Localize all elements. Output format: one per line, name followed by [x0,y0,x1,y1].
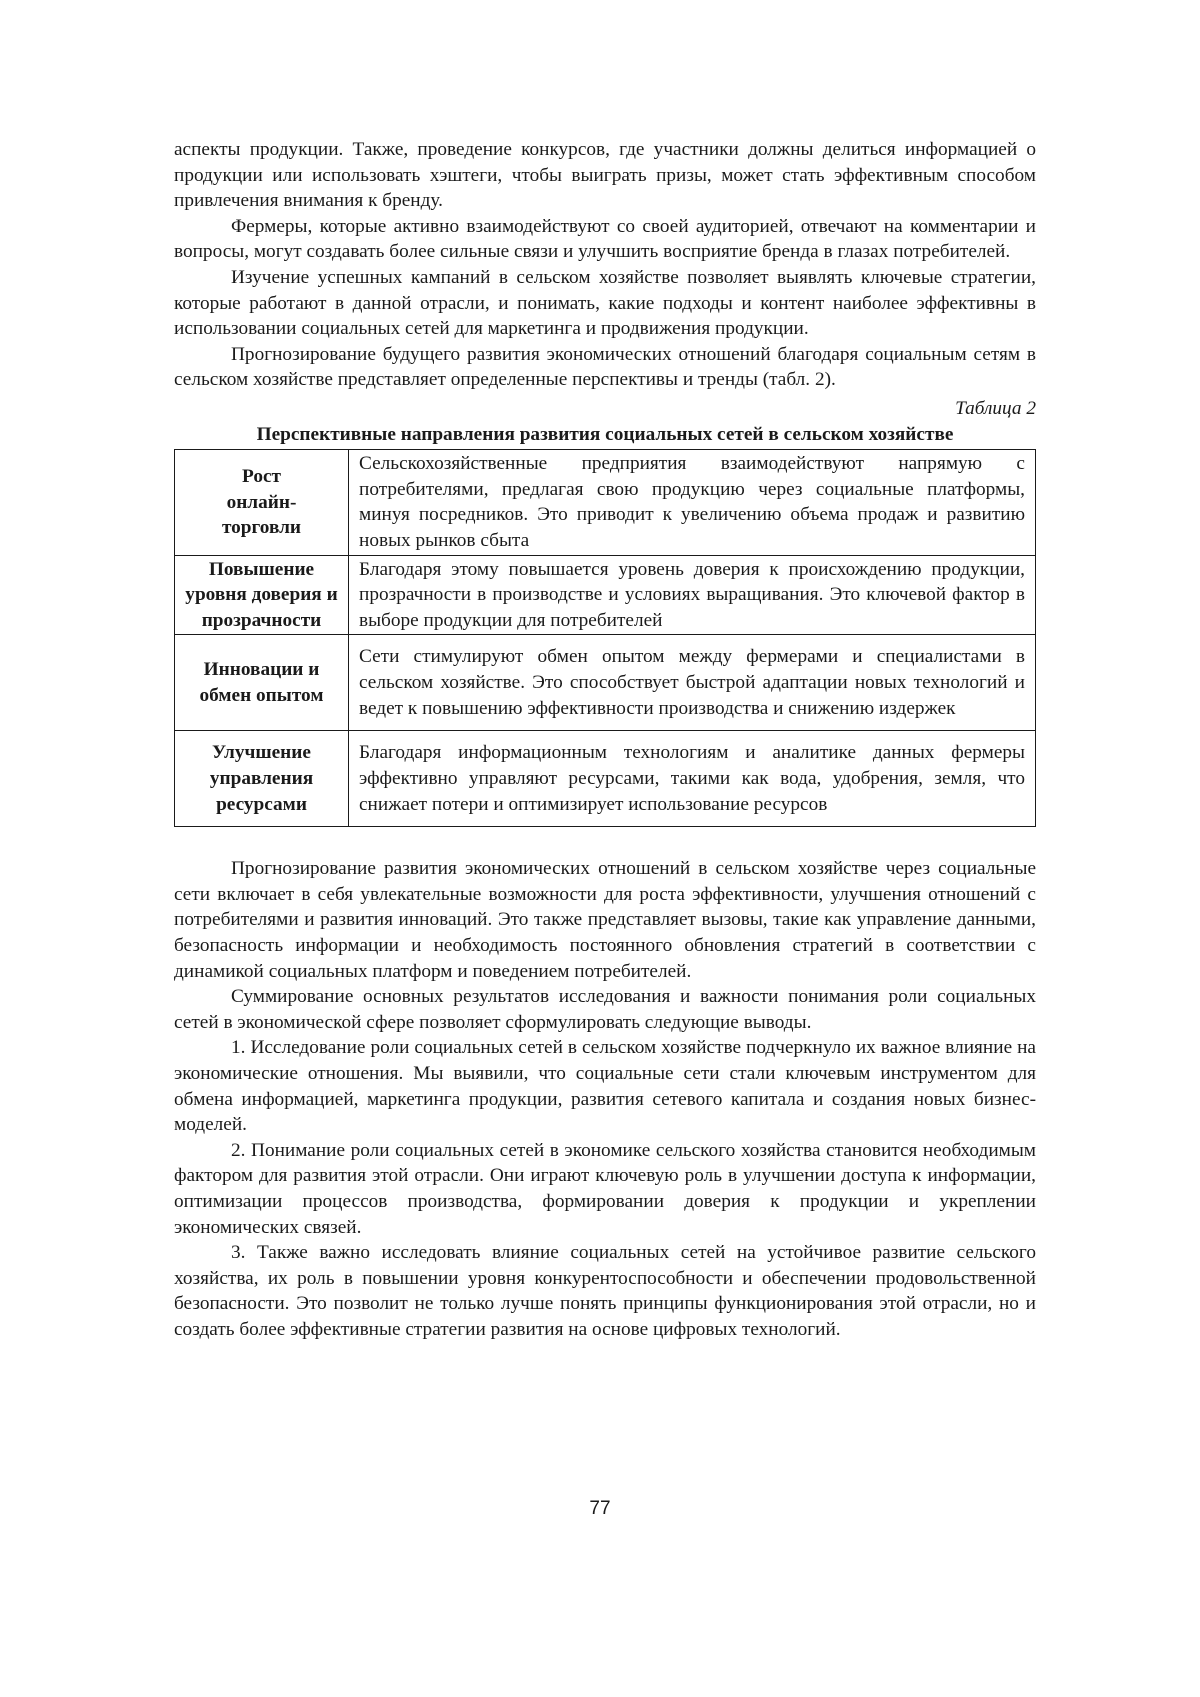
page-content [174,137,1036,1343]
paragraph: Прогнозирование будущего развития экономических отношений благодаря социальным сетям в сельском хозяйстве представляет определенные перспективы и тренды (табл. 2). [174,343,1036,391]
paragraph: Фермеры, которые активно взаимодействуют со своей аудиторией, отвечают на комментарии и вопросы, могут создавать более сильные связи и улучшить восприятие бренда в глазах потребителей. [174,215,1036,263]
table-caption: Таблица 2 [955,397,1036,419]
row-description: Благодаря этому повышается уровень доверия к происхождению продукции, прозрачности в производстве и условиях выращивания. Это ключевой фактор в выборе продукции для потребителей [349,555,1036,635]
table-row [175,450,1036,555]
paragraph: 1. Исследование роли социальных сетей в сельском хозяйстве подчеркнуло их важное влияние на экономические отношения. Мы выявили, что социальные сети стали ключевым инструментом для обмена информацией, маркетинга продукции, развития сетевого капитала и создания новых бизнес-моделей. [174,1037,1036,1136]
row-heading-text: Повышение уровня доверия и прозрачности [185,558,338,631]
table-title: Перспективные направления развития социальных сетей в сельском хозяйстве [256,423,954,445]
paragraph: Изучение успешных кампаний в сельском хозяйстве позволяет выявлять ключевые стратегии, которые работают в данной отрасли, и понимать, какие подходы и контент наиболее эффективны в использовании социальных сетей для маркетинга и продвижения продукции. [174,266,1036,340]
table-row [175,555,1036,635]
row-description: Сети стимулируют обмен опытом между фермерами и специалистами в сельском хозяйстве. Это способствует быстрой адаптации новых технологий и ведет к повышению эффективности производства и снижению издержек [349,635,1036,731]
row-description: Благодаря информационным технологиям и аналитике данных фермеры эффективно управляют ресурсами, такими как вода, удобрения, земля, что снижает потери и оптимизирует использование ресурсов [349,731,1036,827]
paragraph: аспекты продукции. Также, проведение конкурсов, где участники должны делиться информацией о продукции или использовать хэштеги, чтобы выиграть призы, может стать эффективным способом привлечения внимания к бренду. [174,139,1036,212]
row-heading-text: Рост онлайн-торговли [221,465,302,539]
row-heading [175,731,349,827]
paragraph: 3. Также важно исследовать влияние социальных сетей на устойчивое развитие сельского хозяйства, их роль в повышении уровня конкурентоспособности и обеспечении продовольственной безопасности. Это позволит не только лучше понять принципы функционирования этой отрасли, но и создать более эффективные стратегии развития на основе цифровых технологий. [174,1242,1036,1340]
table-row [175,635,1036,731]
row-description: Сельскохозяйственные предприятия взаимодействуют напрямую с потребителями, предлагая свою продукцию через социальные платформы, минуя посредников. Это приводит к увеличению объема продаж и развитию новых рынков сбыта [349,450,1036,555]
paragraph: Прогнозирование развития экономических отношений в сельском хозяйстве через социальные сети включает в себя увлекательные возможности для роста эффективности, улучшения отношений с потребителями и развития инноваций. Это также представляет вызовы, такие как управление данными, безопасность информации и необходимость постоянного обновления стратегий в соответствии с динамикой социальных платформ и поведением потребителей. [174,858,1036,982]
table-row [175,731,1036,827]
row-heading [175,555,349,635]
paragraph: Суммирование основных результатов исследования и важности понимания роли социальных сетей в экономической сфере позволяет сформулировать следующие выводы. [174,986,1036,1033]
prospects-table [174,449,1036,827]
page-number: 77 [589,1498,611,1519]
row-heading-text: Улучшение управления ресурсами [209,742,314,815]
row-heading-text: Инновации и обмен опытом [199,659,324,706]
row-heading [175,450,349,555]
row-heading [175,635,349,731]
paragraph: 2. Понимание роли социальных сетей в экономике сельского хозяйства становится необходимым фактором для развития этой отрасли. Они играют ключевую роль в улучшении доступа к информации, оптимизации процессов производства, формировании доверия к продукции и укреплении экономических связей. [174,1139,1036,1238]
